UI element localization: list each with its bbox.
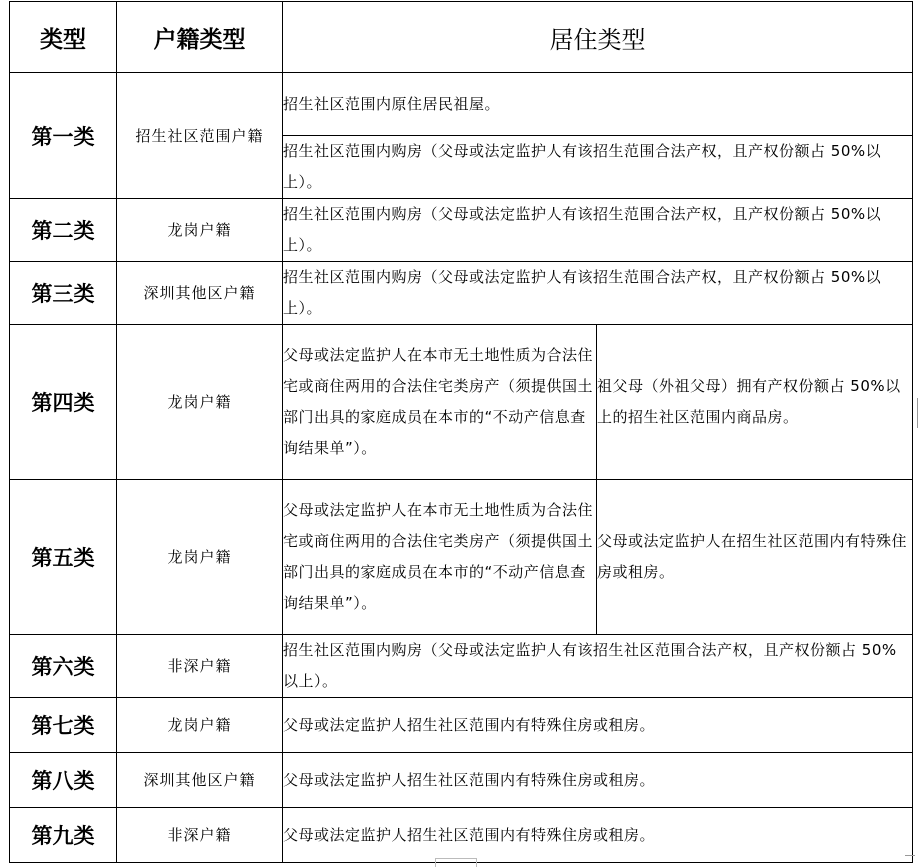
category-cell: 第四类 <box>10 325 117 480</box>
header-residence-type: 居住类型 <box>283 2 913 73</box>
table-row <box>10 199 913 262</box>
residence-cell: 招生社区范围内购房（父母或法定监护人有该招生范围合法产权，且产权份额占 50%以上）。 <box>283 136 913 199</box>
residence-cell: 父母或法定监护人招生社区范围内有特殊住房或租房。 <box>283 808 913 863</box>
residence-cell: 招生社区范围内购房（父母或法定监护人有该招生社区范围合法产权，且产权份额占 50%以上）。 <box>283 635 913 698</box>
residence-cell: 招生社区范围内购房（父母或法定监护人有该招生范围合法产权，且产权份额占 50%以上）。 <box>283 199 913 262</box>
residence-left-cell: 父母或法定监护人在本市无土地性质为合法住宅或商住两用的合法住宅类房产（须提供国土部门出具的家庭成员在本市的“不动产信息查询结果单”）。 <box>283 480 597 635</box>
table-row <box>10 808 913 863</box>
huji-cell: 深圳其他区户籍 <box>117 753 283 808</box>
category-cell: 第一类 <box>10 73 117 199</box>
table-row <box>10 73 913 136</box>
table-row <box>10 325 913 480</box>
header-category: 类型 <box>10 2 117 73</box>
residence-cell: 招生社区范围内原住居民祖屋。 <box>283 73 913 136</box>
header-huji-type: 户籍类型 <box>117 2 283 73</box>
residence-cell: 父母或法定监护人招生社区范围内有特殊住房或租房。 <box>283 753 913 808</box>
residence-policy-table <box>9 1 913 863</box>
table-row <box>10 698 913 753</box>
residence-right-cell: 祖父母（外祖父母）拥有产权份额占 50%以上的招生社区范围内商品房。 <box>597 325 913 480</box>
residence-cell: 招生社区范围内购房（父母或法定监护人有该招生范围合法产权，且产权份额占 50%以上）。 <box>283 262 913 325</box>
table-row <box>10 262 913 325</box>
category-cell: 第七类 <box>10 698 117 753</box>
category-cell: 第二类 <box>10 199 117 262</box>
category-cell: 第五类 <box>10 480 117 635</box>
huji-cell: 龙岗户籍 <box>117 325 283 480</box>
page-edge-marker <box>917 398 923 428</box>
residence-right-cell: 父母或法定监护人在招生社区范围内有特殊住房或租房。 <box>597 480 913 635</box>
huji-cell: 龙岗户籍 <box>117 480 283 635</box>
category-cell: 第三类 <box>10 262 117 325</box>
category-cell: 第九类 <box>10 808 117 863</box>
huji-cell: 深圳其他区户籍 <box>117 262 283 325</box>
huji-cell: 龙岗户籍 <box>117 698 283 753</box>
residence-left-cell: 父母或法定监护人在本市无土地性质为合法住宅或商住两用的合法住宅类房产（须提供国土部门出具的家庭成员在本市的“不动产信息查询结果单”）。 <box>283 325 597 480</box>
huji-cell: 非深户籍 <box>117 635 283 698</box>
huji-cell: 招生社区范围户籍 <box>117 73 283 199</box>
page-corner-marker <box>905 855 915 866</box>
residence-cell: 父母或法定监护人招生社区范围内有特殊住房或租房。 <box>283 698 913 753</box>
header-row <box>10 2 913 73</box>
table-row <box>10 635 913 698</box>
table-row <box>10 480 913 635</box>
huji-cell: 非深户籍 <box>117 808 283 863</box>
category-cell: 第八类 <box>10 753 117 808</box>
huji-cell: 龙岗户籍 <box>117 199 283 262</box>
category-cell: 第六类 <box>10 635 117 698</box>
table-row <box>10 753 913 808</box>
